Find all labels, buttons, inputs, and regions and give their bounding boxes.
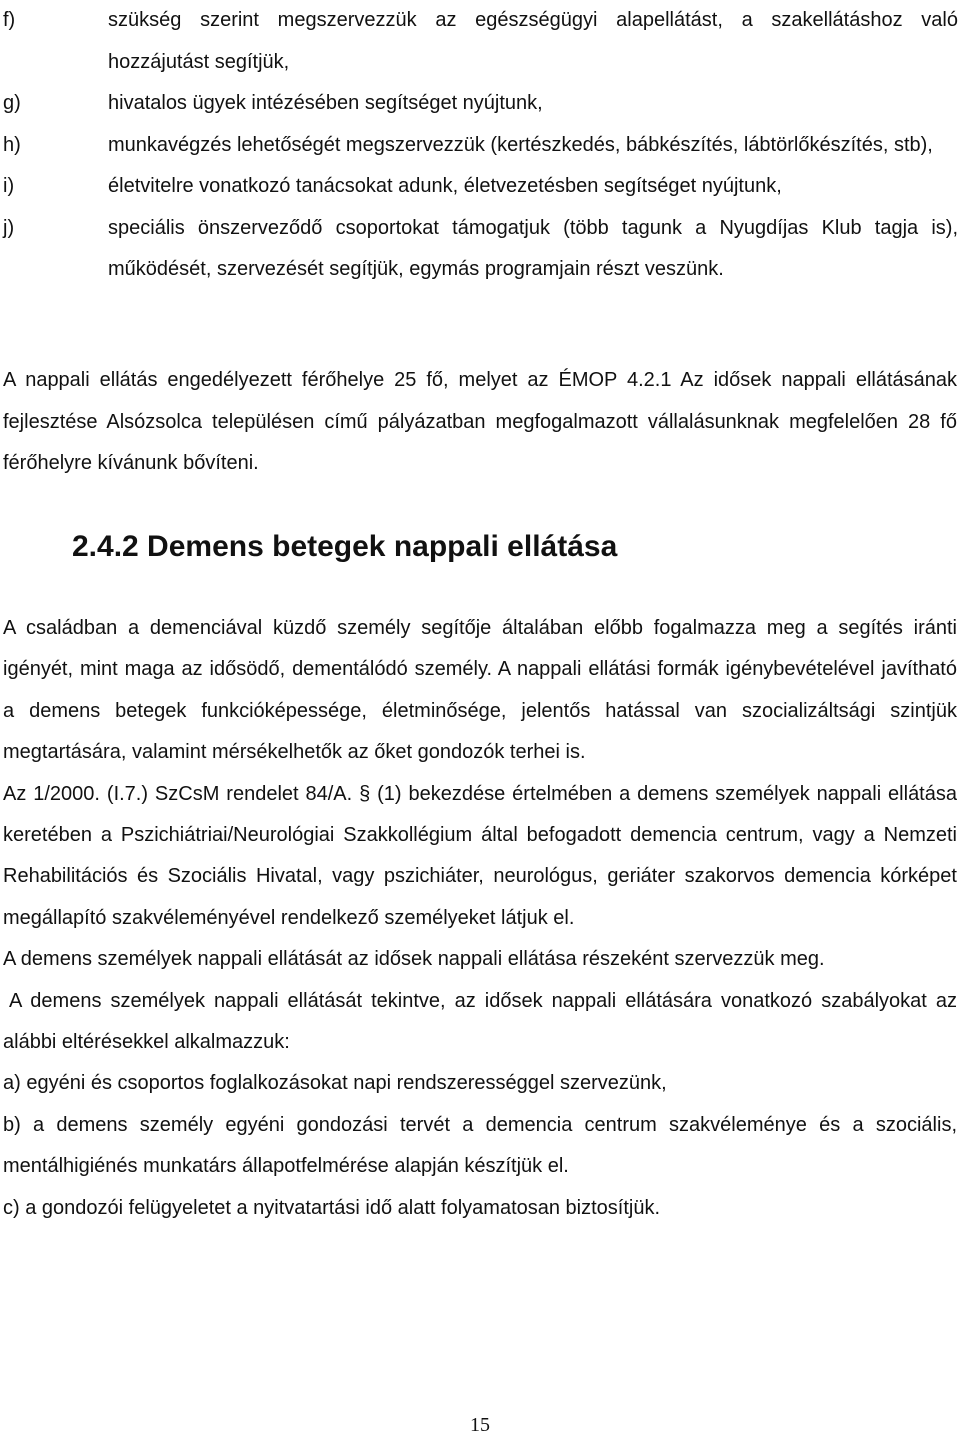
list-item — [0, 125, 958, 167]
list-marker: i) — [3, 175, 15, 197]
list-item-text: szükség szerint megszervezzük az egészségügyi alapellátást, a szakellátáshoz való hozzájutást segítjük, — [108, 9, 958, 73]
capacity-paragraph: A nappali ellátás engedélyezett férőhelye 25 fő, melyet az ÉMOP 4.2.1 Az idősek nappali ellátásának fejlesztése Alsózsolca településen című pályázatban megfogalmazott vállalásunknak megfelelően 28 fő férőhelyre kívánunk bővíteni. — [3, 369, 957, 474]
list-marker: h) — [3, 133, 21, 156]
list-item — [0, 208, 958, 291]
list-item-text: életvitelre vonatkozó tanácsokat adunk, életvezetésben segítséget nyújtunk, — [108, 175, 782, 197]
list-item — [0, 83, 958, 125]
section-heading: 2.4.2 Demens betegek nappali ellátása — [72, 530, 618, 563]
list-item — [0, 0, 958, 83]
list-marker: f) — [3, 9, 16, 31]
body-paragraph: c) a gondozói felügyeletet a nyitvatartási idő alatt folyamatosan biztosítjük. — [3, 1196, 661, 1219]
body-paragraph: A demens személyek nappali ellátását tekintve, az idősek nappali ellátására vonatkozó szabályokat az alábbi eltérésekkel alkalmazzuk: — [3, 989, 957, 1054]
service-list — [0, 0, 958, 291]
body-paragraph: Az 1/2000. (I.7.) SzCsM rendelet 84/A. § (1) bekezdése értelmében a demens személyek nappali ellátása keretében a Pszichiátriai/Neurológiai Szakkollégium által befogadott demencia centrum, vagy a Nemzeti Rehabilitációs és Szociális Hivatal, vagy pszichiáter, neurológus, geriáter szakorvos demencia kórképet megállapító szakvéleményével rendelkező személyeket látjuk el. — [3, 782, 957, 929]
list-item — [0, 166, 958, 208]
body-paragraph: A családban a demenciával küzdő személy segítője általában előbb fogalmazza meg a segítés iránti igényét, mint maga az idősödő, dementálódó személy. A nappali ellátási formák igénybevételével javítható a demens betegek funkcióképessége, életminősége, jelentős hatással van szocializáltsági szintjük megtartására, valamint mérsékelhetők az őket gondozók terhei is. — [3, 617, 957, 764]
list-marker: j) — [3, 216, 15, 239]
page-number: 15 — [470, 1414, 490, 1436]
body-paragraph: a) egyéni és csoportos foglalkozásokat napi rendszerességgel szervezünk, — [3, 1072, 667, 1095]
list-item-text: speciális önszerveződő csoportokat támogatjuk (több tagunk a Nyugdíjas Klub tagja is), működését, szervezését segítjük, egymás programjain részt veszünk. — [108, 216, 958, 280]
list-marker: g) — [3, 92, 21, 114]
list-item-text: munkavégzés lehetőségét megszervezzük (kertészkedés, bábkészítés, lábtörlőkészítés, stb), — [108, 133, 933, 156]
demens-section-body — [3, 608, 957, 1229]
body-paragraph: b) a demens személy egyéni gondozási tervét a demencia centrum szakvéleménye és a szociális, mentálhigiénés munkatárs állapotfelmérése alapján készítjük el. — [3, 1113, 957, 1178]
list-item-text: hivatalos ügyek intézésében segítséget nyújtunk, — [108, 92, 543, 114]
body-paragraph: A demens személyek nappali ellátását az idősek nappali ellátása részeként szervezzük meg. — [3, 948, 825, 971]
